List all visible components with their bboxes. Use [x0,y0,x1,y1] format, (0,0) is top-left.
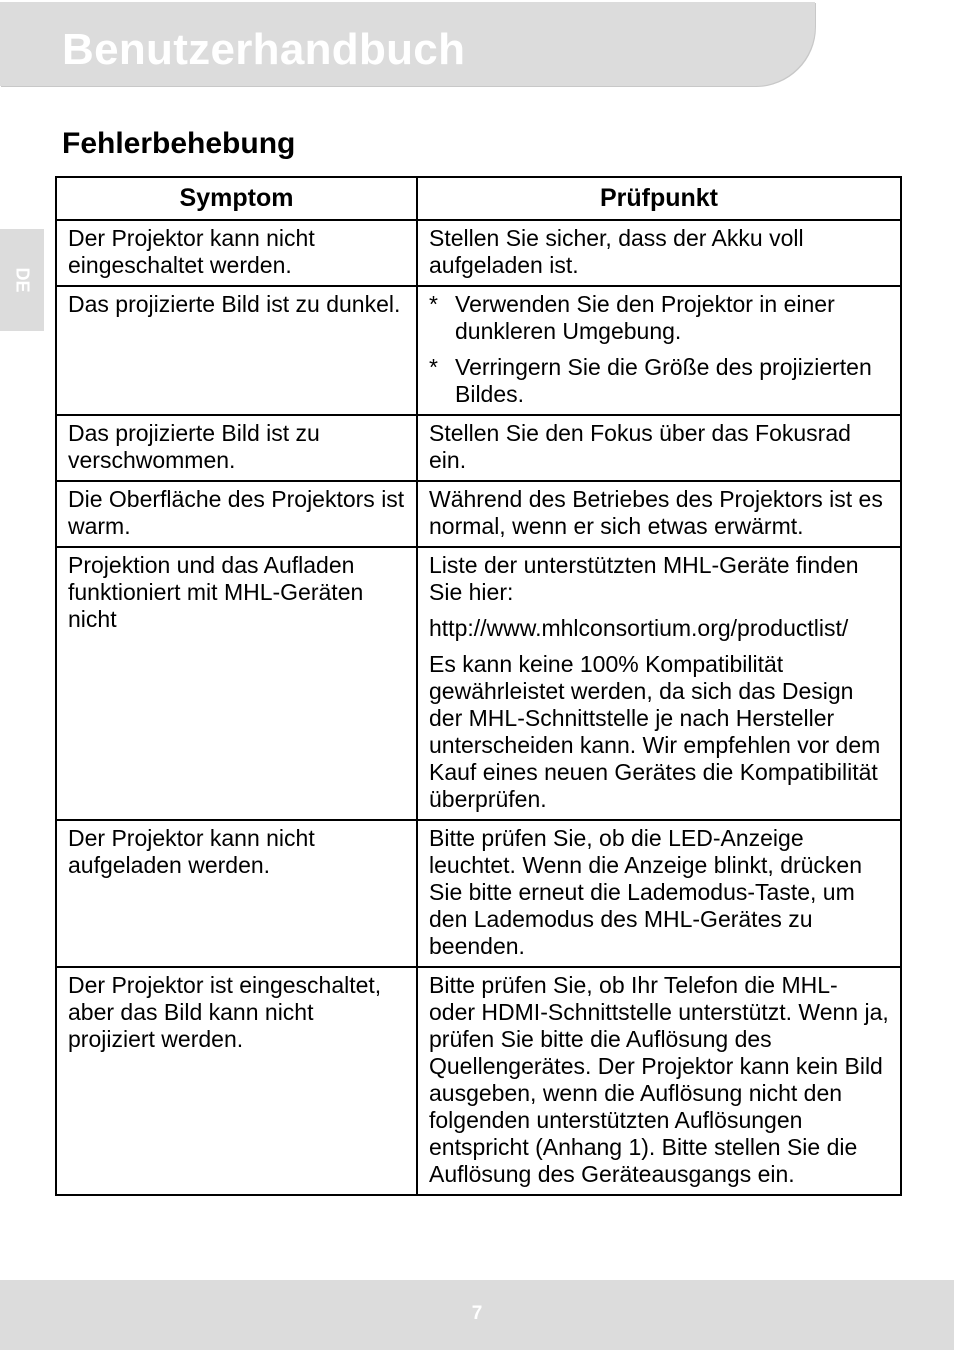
header-band [0,2,815,86]
bullet-mark: * [429,291,438,317]
check-cell [417,820,901,967]
symptom-cell: Das projizierte Bild ist zu verschwommen. [56,415,417,481]
check-text: Stellen Sie sicher, dass der Akku voll aufgeladen ist. [429,225,804,278]
bullet-item [429,291,890,345]
manual-title: Benutzerhandbuch [62,25,466,74]
check-cell [417,481,901,547]
symptom-cell: Der Projektor kann nicht eingeschaltet werden. [56,220,417,286]
check-text: Bitte prüfen Sie, ob die LED-Anzeige leuchtet. Wenn die Anzeige blinkt, drücken Sie bitte erneut die Lademodus-Taste, um den Lademodus des MHL-Gerätes zu beenden. [429,825,863,959]
check-cell [417,220,901,286]
check-text: Bitte prüfen Sie, ob Ihr Telefon die MHL- oder HDMI-Schnittstelle unterstützt. Wenn ja, prüfen Sie bitte die Auflösung des Quellengerätes. Der Projektor kann kein Bild ausgeben, wenn die Auflösung nicht den folgenden unterstützten Auflösungen entspricht (Anhang 1). Bitte stellen Sie die Auflösung des Geräteausgangs ein. [429,972,889,1187]
page-number: 7 [471,1303,483,1324]
table-row [56,286,901,415]
bullet-text: Verringern Sie die Größe des projizierten Bildes. [455,354,872,407]
check-cell [417,415,901,481]
table-row [56,547,901,820]
symptom-cell: Der Projektor ist eingeschaltet, aber das Bild kann nicht projiziert werden. [56,967,417,1195]
check-cell [417,967,901,1195]
mhl-url-text: http://www.mhlconsortium.org/productlist/ [429,615,849,641]
table-row [56,220,901,286]
symptom-cell: Die Oberfläche des Projektors ist warm. [56,481,417,547]
language-tab [0,229,44,331]
column-header-symptom: Symptom [56,177,417,220]
section-title: Fehlerbehebung [62,127,296,160]
check-text: Liste der unterstützten MHL-Geräte finden Sie hier: [429,552,859,605]
check-text: Während des Betriebes des Projektors ist es normal, wenn er sich etwas erwärmt. [429,486,883,539]
table-row [56,820,901,967]
check-text: Es kann keine 100% Kompatibilität gewährleistet werden, da sich das Design der MHL-Schnittstelle je nach Hersteller unterscheiden kann. Wir empfehlen vor dem Kauf eines neuen Gerätes die Kompatibilität überprüfen. [429,651,881,812]
bullet-text: Verwenden Sie den Projektor in einer dunkleren Umgebung. [455,291,835,344]
check-cell [417,286,901,415]
language-tab-label: DE [12,267,33,293]
symptom-cell: Projektion und das Aufladen funktioniert mit MHL-Geräten nicht [56,547,417,820]
bullet-item [429,354,890,408]
symptom-cell: Der Projektor kann nicht aufgeladen werden. [56,820,417,967]
check-text: Stellen Sie den Fokus über das Fokusrad ein. [429,420,851,473]
table-row [56,415,901,481]
footer-band [0,1280,954,1350]
symptom-cell: Das projizierte Bild ist zu dunkel. [56,286,417,415]
troubleshooting-table [55,176,902,1196]
table-row [56,481,901,547]
table-row [56,967,901,1195]
column-header-check: Prüfpunkt [417,177,901,220]
bullet-mark: * [429,354,438,380]
table-header-row [56,177,901,220]
check-cell [417,547,901,820]
